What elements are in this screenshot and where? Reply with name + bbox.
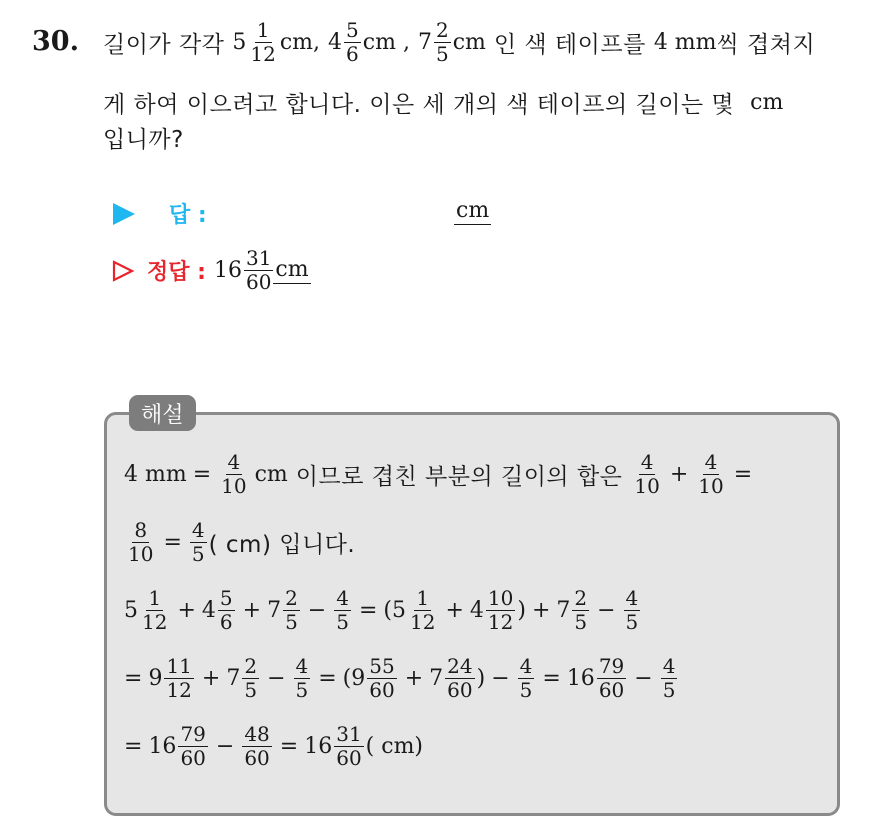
denominator: 5 bbox=[625, 610, 639, 634]
whole-part: 7 bbox=[417, 30, 432, 55]
numerator: 24 bbox=[447, 654, 473, 678]
numerator: 48 bbox=[244, 722, 270, 746]
unit-text: cm bbox=[254, 462, 288, 487]
numerator: 5 bbox=[346, 18, 359, 42]
explanation-line-3 bbox=[124, 588, 642, 633]
question-line-2 bbox=[103, 86, 783, 119]
explanation-line-1 bbox=[124, 452, 758, 497]
numerator: 4 bbox=[704, 450, 718, 474]
whole-part: 7 bbox=[556, 598, 571, 623]
denominator: 5 bbox=[295, 678, 309, 702]
explanation-tag: 해설 bbox=[129, 395, 196, 431]
fraction bbox=[486, 588, 515, 633]
mixed-number bbox=[124, 588, 171, 633]
operator: = bbox=[192, 462, 212, 487]
numerator: 2 bbox=[244, 654, 258, 678]
mixed-number bbox=[267, 588, 302, 633]
operator: = bbox=[124, 734, 143, 759]
denominator: 5 bbox=[191, 542, 205, 566]
operator: + bbox=[177, 598, 196, 623]
operator: + bbox=[404, 666, 424, 691]
whole-part: 4 bbox=[469, 598, 484, 623]
fraction bbox=[242, 656, 259, 701]
unit-text: cm , bbox=[362, 30, 410, 55]
numerator: 10 bbox=[487, 586, 514, 610]
denominator: 5 bbox=[574, 610, 588, 634]
fraction bbox=[572, 588, 589, 633]
denominator: 10 bbox=[634, 474, 660, 498]
denominator: 12 bbox=[410, 610, 436, 634]
fraction bbox=[597, 656, 626, 701]
numerator: 2 bbox=[285, 586, 298, 610]
question-text: 입니까? bbox=[103, 127, 184, 153]
operator: = bbox=[542, 666, 561, 691]
fraction bbox=[334, 588, 351, 633]
denominator: 60 bbox=[447, 678, 473, 702]
operator: + bbox=[201, 666, 221, 691]
numerator: 11 bbox=[166, 654, 192, 678]
operator: = bbox=[358, 598, 378, 623]
numerator: 4 bbox=[519, 654, 533, 678]
question-text: 길이가 각각 bbox=[103, 32, 225, 58]
mixed-number bbox=[148, 656, 195, 701]
denominator: 10 bbox=[221, 474, 247, 498]
fraction bbox=[164, 656, 193, 701]
mixed-number bbox=[418, 20, 453, 65]
denominator: 6 bbox=[346, 42, 359, 66]
whole-part: 4 bbox=[328, 30, 343, 55]
fraction bbox=[408, 588, 437, 633]
fraction bbox=[242, 724, 271, 769]
denominator: 60 bbox=[180, 746, 206, 770]
fraction bbox=[283, 588, 300, 633]
fraction bbox=[140, 588, 169, 633]
question-text: 씩 겹쳐지 bbox=[716, 32, 816, 58]
fraction bbox=[126, 520, 155, 565]
correct-answer-unit: cm bbox=[275, 257, 309, 282]
numerator: 4 bbox=[191, 518, 205, 542]
numerator: 31 bbox=[245, 246, 272, 270]
fraction bbox=[334, 724, 363, 769]
numerator: 4 bbox=[640, 450, 654, 474]
paren: ( bbox=[342, 666, 352, 691]
explanation-line-4 bbox=[124, 656, 679, 701]
fraction bbox=[661, 656, 678, 701]
operator: − bbox=[307, 598, 327, 623]
numerator: 4 bbox=[662, 654, 676, 678]
correct-answer-row bbox=[111, 248, 311, 293]
math-text: 4 mm bbox=[124, 462, 187, 487]
unit-text: cm bbox=[452, 30, 486, 55]
explanation-line-5 bbox=[124, 724, 423, 769]
mixed-number bbox=[148, 724, 209, 769]
fraction bbox=[518, 656, 535, 701]
fraction bbox=[178, 724, 207, 769]
paren: ) bbox=[517, 598, 526, 623]
mixed-number bbox=[567, 656, 628, 701]
numerator: 79 bbox=[598, 654, 625, 678]
question-line-1 bbox=[103, 20, 815, 65]
play-arrow-icon bbox=[113, 203, 135, 225]
answer-unit: cm bbox=[456, 198, 490, 223]
question-number: 30. bbox=[32, 26, 79, 57]
numerator: 5 bbox=[219, 586, 233, 610]
whole-part: 9 bbox=[351, 666, 366, 691]
denominator: 5 bbox=[244, 678, 258, 702]
whole-part: 9 bbox=[148, 666, 163, 691]
unit-text: cm, bbox=[279, 30, 321, 55]
fraction bbox=[344, 20, 361, 65]
operator: = bbox=[318, 666, 337, 691]
numerator: 55 bbox=[369, 654, 395, 678]
fraction bbox=[632, 452, 661, 497]
numerator: 1 bbox=[416, 586, 430, 610]
question-text: 인 색 테이프를 bbox=[493, 32, 646, 58]
whole-part: 7 bbox=[429, 666, 444, 691]
denominator: 10 bbox=[128, 542, 154, 566]
whole-part: 5 bbox=[124, 598, 138, 623]
operator: + bbox=[531, 598, 551, 623]
denominator: 12 bbox=[487, 610, 514, 634]
mixed-number bbox=[392, 588, 439, 633]
denominator: 12 bbox=[166, 678, 192, 702]
denominator: 10 bbox=[698, 474, 724, 498]
numerator: 4 bbox=[625, 586, 639, 610]
mixed-number bbox=[328, 20, 363, 65]
numerator: 1 bbox=[148, 586, 162, 610]
operator: + bbox=[445, 598, 464, 623]
operator: − bbox=[215, 734, 235, 759]
fraction bbox=[218, 588, 235, 633]
explanation-text: ( cm) 입니다. bbox=[208, 532, 356, 558]
numerator: 2 bbox=[574, 586, 588, 610]
operator: − bbox=[267, 666, 286, 691]
whole-part: 7 bbox=[226, 666, 241, 691]
whole-part: 4 bbox=[201, 598, 216, 623]
numerator: 2 bbox=[435, 18, 449, 42]
numerator: 31 bbox=[336, 722, 362, 746]
numerator: 8 bbox=[134, 518, 148, 542]
denominator: 5 bbox=[519, 678, 533, 702]
denominator: 12 bbox=[250, 42, 276, 66]
fraction bbox=[294, 656, 311, 701]
operator: = bbox=[733, 462, 753, 487]
answer-row bbox=[113, 198, 207, 229]
fraction bbox=[367, 656, 396, 701]
question-line-3 bbox=[103, 121, 184, 154]
paren: ) bbox=[476, 666, 486, 691]
mixed-number bbox=[351, 656, 398, 701]
mixed-number bbox=[202, 588, 237, 633]
numerator: 1 bbox=[256, 18, 270, 42]
whole-part: 16 bbox=[566, 666, 595, 691]
paren: ( bbox=[383, 598, 392, 623]
question-text: 게 하여 이으려고 합니다. 이은 세 개의 색 테이프의 길이는 몇 bbox=[103, 92, 735, 118]
whole-part: 5 bbox=[232, 30, 247, 55]
answer-blank[interactable] bbox=[454, 198, 491, 225]
denominator: 5 bbox=[285, 610, 298, 634]
whole-part: 16 bbox=[304, 734, 333, 759]
mixed-number bbox=[470, 588, 517, 633]
mixed-number bbox=[556, 588, 591, 633]
fraction bbox=[244, 248, 273, 293]
mixed-number bbox=[226, 656, 261, 701]
operator: = bbox=[124, 666, 143, 691]
mixed-number bbox=[304, 724, 365, 769]
denominator: 6 bbox=[219, 610, 233, 634]
numerator: 79 bbox=[180, 722, 206, 746]
fraction bbox=[219, 452, 248, 497]
fraction bbox=[248, 20, 277, 65]
operator: + bbox=[669, 462, 689, 487]
explanation-text: 이므로 겹친 부분의 길이의 합은 bbox=[295, 464, 623, 490]
operator: = bbox=[279, 734, 299, 759]
denominator: 60 bbox=[245, 270, 272, 294]
explanation-line-2 bbox=[124, 520, 355, 565]
unit-text: cm bbox=[750, 90, 784, 115]
correct-answer-value bbox=[214, 248, 275, 293]
denominator: 12 bbox=[142, 610, 168, 634]
unit-text: ( cm) bbox=[365, 734, 424, 759]
mixed-number bbox=[232, 20, 279, 65]
operator: − bbox=[597, 598, 616, 623]
numerator: 4 bbox=[227, 450, 241, 474]
denominator: 5 bbox=[336, 610, 349, 634]
operator: + bbox=[242, 598, 262, 623]
denominator: 60 bbox=[336, 746, 362, 770]
numerator: 4 bbox=[336, 586, 349, 610]
correct-answer-label: 정답 : bbox=[147, 260, 206, 285]
denominator: 60 bbox=[369, 678, 395, 702]
whole-part: 16 bbox=[148, 734, 177, 759]
operator: − bbox=[634, 666, 653, 691]
fraction bbox=[624, 588, 641, 633]
operator: = bbox=[163, 530, 182, 555]
fraction bbox=[190, 520, 207, 565]
fraction bbox=[434, 20, 451, 65]
denominator: 60 bbox=[598, 678, 625, 702]
whole-part: 16 bbox=[213, 258, 242, 283]
mixed-number bbox=[429, 656, 476, 701]
operator: − bbox=[491, 666, 510, 691]
denominator: 5 bbox=[662, 678, 676, 702]
numerator: 4 bbox=[295, 654, 309, 678]
fraction bbox=[445, 656, 474, 701]
fraction bbox=[696, 452, 725, 497]
unit-text: 4 mm bbox=[653, 30, 717, 55]
denominator: 5 bbox=[435, 42, 449, 66]
whole-part: 7 bbox=[267, 598, 282, 623]
outline-arrow-icon bbox=[111, 259, 135, 283]
denominator: 60 bbox=[244, 746, 270, 770]
answer-label: 답 : bbox=[169, 203, 207, 228]
whole-part: 5 bbox=[392, 598, 406, 623]
